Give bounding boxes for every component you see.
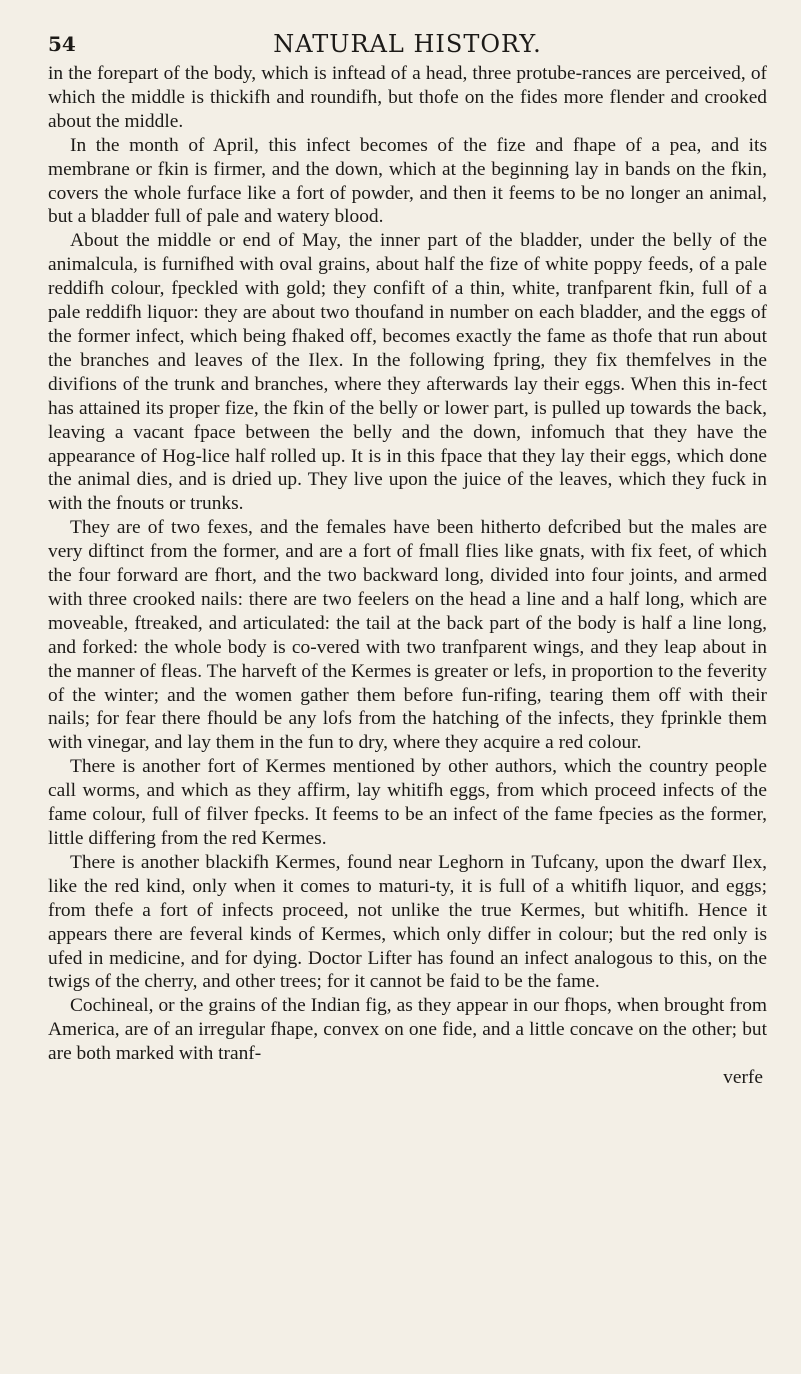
paragraph-may: About the middle or end of May, the inner part of the bladder, under the belly of the animalcula, is furnifhed with oval grains, about half the fize of white poppy feeds, of a pale reddifh colour, fpeckled with gold; they confift of a thin, white, tranfparent fkin, full of a pale reddifh liquor: they are about two thoufand in number on each bladder, and the eggs of the former infect, which being fhaked off, becomes exactly the fame as thofe that run about the branches and leaves of the Ilex. In the following fpring, they fix themfelves in the divifions of the trunk and branches, where they afterwards lay their eggs. When this in-fect has attained its proper fize, the fkin of the belly or lower part, is pulled up towards the back, leaving a vacant fpace between the belly and the down, infomuch that they have the appearance of Hog-lice half rolled up. It is in this fpace that they lay their eggs, which done the animal dies, and is dried up. They live upon the juice of the leaves, which they fuck in with the fnouts or trunks. [48,230,767,515]
page-number: 54 [48,32,76,56]
paragraph-cochineal: Cochineal, or the grains of the Indian fig, as they appear in our fhops, when brought from America, are of an irregular fhape, convex on one fide, and a little concave on the other; but are both marked with tranf- [48,995,767,1065]
paragraph-sexes: They are of two fexes, and the females have been hitherto defcribed but the males are very diftinct from the former, and are a fort of fmall flies like gnats, with fix feet, of which the four forward are fhort, and the two backward long, divided into four joints, and armed with three crooked nails: there are two feelers on the head a line and a half long, which are moveable, ftreaked, and articulated: the tail at the back part of the body is half a line long, and forked: the whole body is co-vered with two tranfparent wings, and they leap about in the manner of fleas. The harveft of the Kermes is greater or lefs, in proportion to the feverity of the winter; and the women gather them before fun-rifing, tearing them off with their nails; for fear there fhould be any lofs from the hatching of the infects, they fprinkle them with vinegar, and lay them in the fun to dry, where they acquire a red colour. [48,517,767,754]
running-head: NATURAL HISTORY. [273,30,542,58]
paragraph-other-kermes: There is another fort of Kermes mentioned by other authors, which the country people call worms, and which as they affirm, lay whitifh eggs, from which proceed infects of the fame colour, full of filver fpecks. It feems to be an infect of the fame fpecies as the former, little differing from the red Kermes. [48,756,767,849]
paragraph-continuation: in the forepart of the body, which is inftead of a head, three protube-rances are perceived, of which the middle is thickifh and roundifh, but thofe on the fides more flender and crooked about the middle. [48,63,767,132]
paragraph-april: In the month of April, this infect becomes of the fize and fhape of a pea, and its membrane or fkin is firmer, and the down, which at the beginning lay in bands on the fkin, covers the whole furface like a fort of powder, and then it feems to be no longer an animal, but a bladder full of pale and watery blood. [48,134,767,228]
catchword: verfe [723,1067,763,1089]
body-text [48,62,767,1066]
paragraph-blackish-kermes: There is another blackifh Kermes, found near Leghorn in Tufcany, upon the dwarf Ilex, like the red kind, only when it comes to maturi-ty, it is full of a whitifh liquor, and eggs; from thefe a fort of infects proceed, not unlike the true Kermes, but whitifh. Hence it appears there are feveral kinds of Kermes, which only differ in colour; but the red only is ufed in medicine, and for dying. Doctor Lifter has found an infect analogous to this, on the twigs of the cherry, and other trees; for it cannot be faid to be the fame. [48,851,767,993]
page-header [48,28,767,58]
